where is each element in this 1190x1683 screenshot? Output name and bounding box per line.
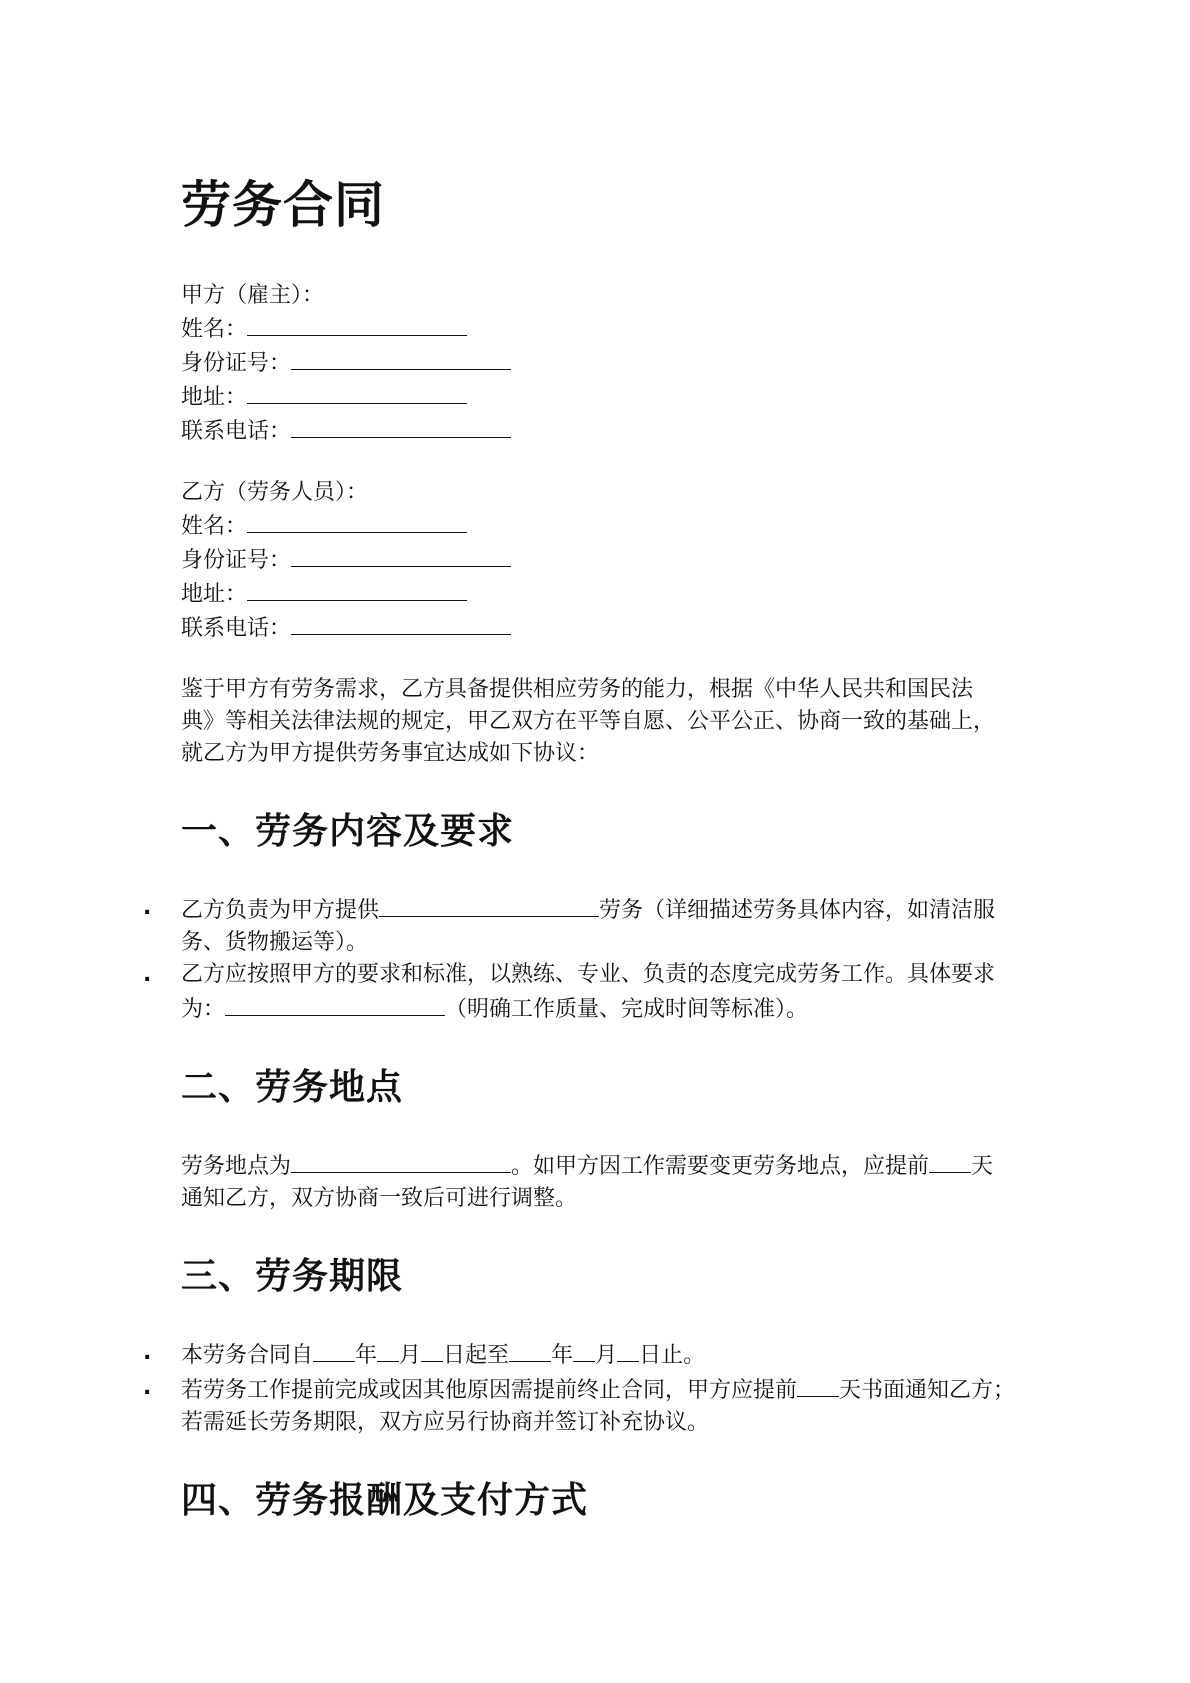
party-b-name-line <box>181 508 1021 542</box>
item-text: 天 <box>971 1154 994 1179</box>
item-text: 日起至 <box>443 1343 510 1368</box>
party-a-address-line <box>181 379 1021 413</box>
notice-days-blank[interactable] <box>929 1148 971 1173</box>
end-day-blank[interactable] <box>617 1337 639 1362</box>
document-content <box>143 170 1021 1525</box>
section-3-list <box>143 1337 1021 1439</box>
start-day-blank[interactable] <box>421 1337 443 1362</box>
bullet-marker: . <box>143 1375 152 1400</box>
party-b-phone-line <box>181 610 1021 644</box>
party-a-address-blank[interactable] <box>247 379 467 404</box>
end-year-blank[interactable] <box>509 1337 551 1362</box>
party-a-name-label: 姓名： <box>181 317 248 342</box>
party-a-name-line <box>181 311 1021 345</box>
party-a-name-blank[interactable] <box>247 311 467 336</box>
item-text: 劳务（详细描述劳务具体内容，如清洁服 <box>599 898 996 923</box>
list-item <box>143 959 1021 1026</box>
item-text: 通知乙方，双方协商一致后可进行调整。 <box>181 1186 578 1211</box>
item-text: 务、货物搬运等）。 <box>181 930 369 955</box>
start-month-blank[interactable] <box>377 1337 399 1362</box>
list-item <box>143 1372 1021 1439</box>
bullet-marker: . <box>143 895 152 920</box>
section-4-title: 四、劳务报酬及支付方式 <box>181 1480 589 1521</box>
party-b-id-label: 身份证号： <box>181 548 292 573</box>
item-text: 日止。 <box>639 1343 706 1368</box>
item-text: 天书面通知乙方； <box>839 1378 1016 1403</box>
bullet-marker: . <box>143 962 152 987</box>
item-text: 。如甲方因工作需要变更劳务地点，应提前 <box>511 1154 930 1179</box>
party-b-block <box>181 477 1021 644</box>
party-b-phone-blank[interactable] <box>291 610 511 635</box>
item-text: 月 <box>399 1343 422 1368</box>
section-1-title: 一、劳务内容及要求 <box>181 811 515 852</box>
party-b-id-line <box>181 542 1021 576</box>
bullet-marker: . <box>143 1340 152 1365</box>
section-3-title: 三、劳务期限 <box>181 1256 404 1297</box>
section-1-list <box>143 892 1021 1026</box>
item-text: 为： <box>181 997 226 1022</box>
party-b-phone-label: 联系电话： <box>181 616 292 641</box>
item-text: 月 <box>595 1343 618 1368</box>
service-content-blank[interactable] <box>379 892 599 917</box>
preamble-line: 典》等相关法律法规的规定，甲乙双方在平等自愿、公平公正、协商一致的基础上， <box>181 709 996 734</box>
end-month-blank[interactable] <box>573 1337 595 1362</box>
party-b-address-line <box>181 576 1021 610</box>
paragraph-body <box>181 1148 1021 1215</box>
party-b-name-label: 姓名： <box>181 514 248 539</box>
document-title: 劳务合同 <box>181 176 385 234</box>
item-text: 乙方负责为甲方提供 <box>181 898 380 923</box>
start-year-blank[interactable] <box>313 1337 355 1362</box>
preamble-line: 鉴于甲方有劳务需求，乙方具备提供相应劳务的能力，根据《中华人民共和国民法 <box>181 677 974 702</box>
list-item <box>143 892 1021 959</box>
section-2-paragraph <box>181 1148 1021 1215</box>
item-text: 若需延长劳务期限，双方应另行协商并签订补充协议。 <box>181 1410 710 1435</box>
termination-notice-days-blank[interactable] <box>797 1372 839 1397</box>
item-text: 年 <box>551 1343 574 1368</box>
item-text: （明确工作质量、完成时间等标准）。 <box>445 997 809 1022</box>
requirement-blank[interactable] <box>225 991 445 1016</box>
item-text: 本劳务合同自 <box>181 1343 314 1368</box>
party-a-block <box>181 280 1021 447</box>
party-a-phone-label: 联系电话： <box>181 419 292 444</box>
party-a-phone-blank[interactable] <box>291 413 511 438</box>
party-b-address-label: 地址： <box>181 582 248 607</box>
preamble-paragraph <box>181 674 1021 770</box>
item-text: 若劳务工作提前完成或因其他原因需提前终止合同，甲方应提前 <box>181 1378 798 1403</box>
item-text: 年 <box>355 1343 378 1368</box>
section-2-title: 二、劳务地点 <box>181 1067 404 1108</box>
party-a-id-line <box>181 345 1021 379</box>
party-b-id-blank[interactable] <box>291 542 511 567</box>
item-text: 劳务地点为 <box>181 1154 292 1179</box>
party-a-heading: 甲方（雇主）： <box>181 283 325 308</box>
party-a-id-blank[interactable] <box>291 345 511 370</box>
party-b-address-blank[interactable] <box>247 576 467 601</box>
list-item <box>143 1337 1021 1372</box>
preamble-line: 就乙方为甲方提供劳务事宜达成如下协议： <box>181 741 600 766</box>
location-blank[interactable] <box>291 1148 511 1173</box>
party-b-name-blank[interactable] <box>247 508 467 533</box>
party-a-phone-line <box>181 413 1021 447</box>
party-a-id-label: 身份证号： <box>181 351 292 376</box>
item-text: 乙方应按照甲方的要求和标准，以熟练、专业、负责的态度完成劳务工作。具体要求 <box>181 962 996 987</box>
party-b-heading: 乙方（劳务人员）： <box>181 480 369 505</box>
party-a-address-label: 地址： <box>181 385 248 410</box>
